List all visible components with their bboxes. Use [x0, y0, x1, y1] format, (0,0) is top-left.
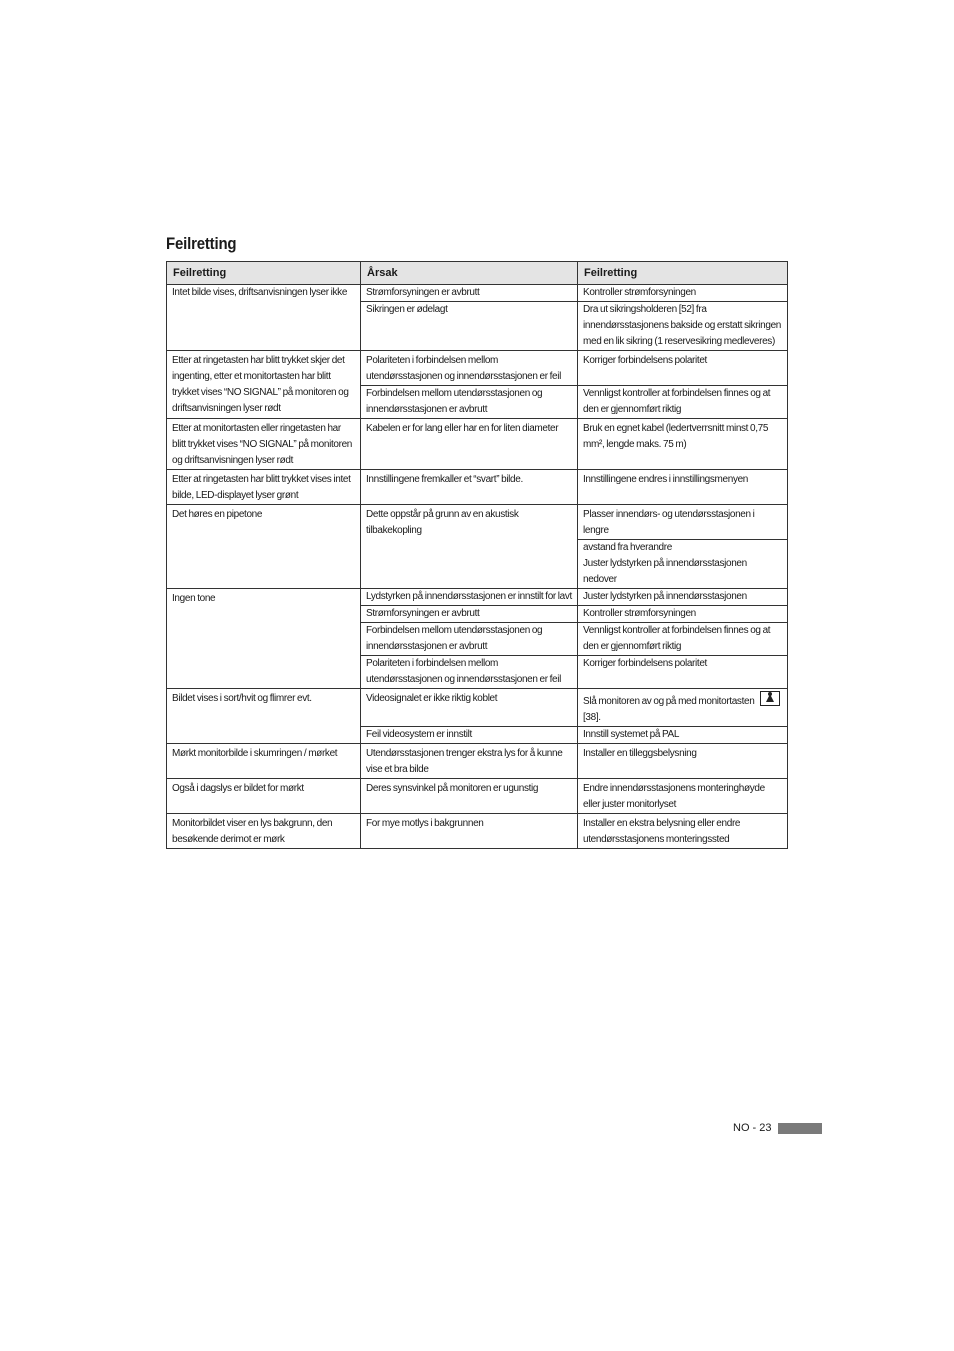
cause-cell: Lydstyrken på innendørsstasjonen er innstilt for lavt — [361, 589, 578, 606]
table-row — [167, 470, 788, 505]
table-row — [167, 589, 788, 606]
fix-cell: Korriger forbindelsens polaritet — [578, 351, 788, 386]
problem-cell: Etter at monitortasten eller ringetasten har blitt trykket vises “NO SIGNAL” på monitoren og driftsanvisningen lyser rødt — [167, 419, 361, 470]
fix-line: avstand fra hverandre — [583, 542, 672, 553]
problem-cell: Etter at ringetasten har blitt trykket skjer det ingenting, etter et monitortasten har blitt trykket vises “NO SIGNAL” på monitoren og driftsanvisningen lyser rødt — [167, 351, 361, 419]
problem-cell: Også i dagslys er bildet for mørkt — [167, 779, 361, 814]
fix-cell: Endre innendørsstasjonens monteringhøyde eller juster monitorlyset — [578, 779, 788, 814]
cause-cell: Polariteten i forbindelsen mellom utendørsstasjonen og innendørsstasjonen er feil — [361, 656, 578, 689]
table-row — [167, 285, 788, 302]
fix-line: Juster lydstyrken på innendørsstasjonen nedover — [583, 558, 747, 585]
cause-cell: Dette oppstår på grunn av en akustisk tilbakekopling — [361, 505, 578, 589]
problem-cell: Det høres en pipetone — [167, 505, 361, 589]
cause-cell: Strømforsyningen er avbrutt — [361, 285, 578, 302]
table-row — [167, 505, 788, 540]
fix-cell — [578, 540, 788, 589]
cause-cell: Utendørsstasjonen trenger ekstra lys for å kunne vise et bra bilde — [361, 744, 578, 779]
fix-cell: Vennligst kontroller at forbindelsen finnes og at den er gjennomført riktig — [578, 623, 788, 656]
cause-cell: Deres synsvinkel på monitoren er ugunstig — [361, 779, 578, 814]
column-header-problem: Feilretting — [167, 262, 361, 285]
column-header-fix: Feilretting — [578, 262, 788, 285]
fix-cell — [578, 689, 788, 727]
fix-cell: Vennligst kontroller at forbindelsen finnes og at den er gjennomført riktig — [578, 386, 788, 419]
troubleshooting-table — [166, 261, 788, 849]
footer-bar — [778, 1123, 822, 1134]
fix-text-suffix: [38]. — [583, 712, 601, 723]
cause-cell: Sikringen er ødelagt — [361, 302, 578, 351]
cause-cell: Polariteten i forbindelsen mellom utendørsstasjonen og innendørsstasjonen er feil — [361, 351, 578, 386]
fix-cell: Juster lydstyrken på innendørsstasjonen — [578, 589, 788, 606]
problem-cell: Mørkt monitorbilde i skumringen / mørket — [167, 744, 361, 779]
fix-cell: Kontroller strømforsyningen — [578, 285, 788, 302]
page-number: NO - 23 — [733, 1122, 772, 1134]
problem-cell: Intet bilde vises, driftsanvisningen lyser ikke — [167, 285, 361, 351]
cause-cell: Forbindelsen mellom utendørsstasjonen og innendørsstasjonen er avbrutt — [361, 623, 578, 656]
problem-cell: Etter at ringetasten har blitt trykket vises intet bilde, LED-displayet lyser grønt — [167, 470, 361, 505]
table-row — [167, 689, 788, 727]
cause-cell: For mye motlys i bakgrunnen — [361, 814, 578, 849]
cause-cell: Forbindelsen mellom utendørsstasjonen og innendørsstasjonen er avbrutt — [361, 386, 578, 419]
fix-cell: Installer en ekstra belysning eller endre utendørsstasjonens monteringssted — [578, 814, 788, 849]
fix-text: Slå monitoren av og på med monitortasten — [583, 696, 755, 707]
page-footer — [733, 1122, 822, 1134]
page-title: Feilretting — [166, 234, 237, 253]
table-row — [167, 779, 788, 814]
fix-cell: Kontroller strømforsyningen — [578, 606, 788, 623]
doorbell-person-icon — [760, 691, 780, 706]
fix-cell: Bruk en egnet kabel (ledertverrsnitt minst 0,75 mm², lengde maks. 75 m) — [578, 419, 788, 470]
cause-cell: Kabelen er for lang eller har en for liten diameter — [361, 419, 578, 470]
problem-cell: Ingen tone — [167, 589, 361, 689]
problem-cell: Monitorbildet viser en lys bakgrunn, den besøkende derimot er mørk — [167, 814, 361, 849]
table-row — [167, 814, 788, 849]
fix-cell: Dra ut sikringsholderen [52] fra innendørsstasjonens bakside og erstatt sikringen med en lik sikring (1 reservesikring medleveres) — [578, 302, 788, 351]
cause-cell: Feil videosystem er innstilt — [361, 727, 578, 744]
cause-cell: Innstillingene fremkaller et “svart” bilde. — [361, 470, 578, 505]
table-row — [167, 351, 788, 386]
cause-cell: Strømforsyningen er avbrutt — [361, 606, 578, 623]
table-row — [167, 744, 788, 779]
fix-cell: Plasser innendørs- og utendørsstasjonen i lengre — [578, 505, 788, 540]
fix-cell: Korriger forbindelsens polaritet — [578, 656, 788, 689]
cause-cell: Videosignalet er ikke riktig koblet — [361, 689, 578, 727]
column-header-cause: Årsak — [361, 262, 578, 285]
fix-cell: Innstillingene endres i innstillingsmenyen — [578, 470, 788, 505]
fix-cell: Innstill systemet på PAL — [578, 727, 788, 744]
fix-cell: Installer en tilleggsbelysning — [578, 744, 788, 779]
table-row — [167, 419, 788, 470]
problem-cell: Bildet vises i sort/hvit og flimrer evt. — [167, 689, 361, 744]
table-header-row — [167, 262, 788, 285]
